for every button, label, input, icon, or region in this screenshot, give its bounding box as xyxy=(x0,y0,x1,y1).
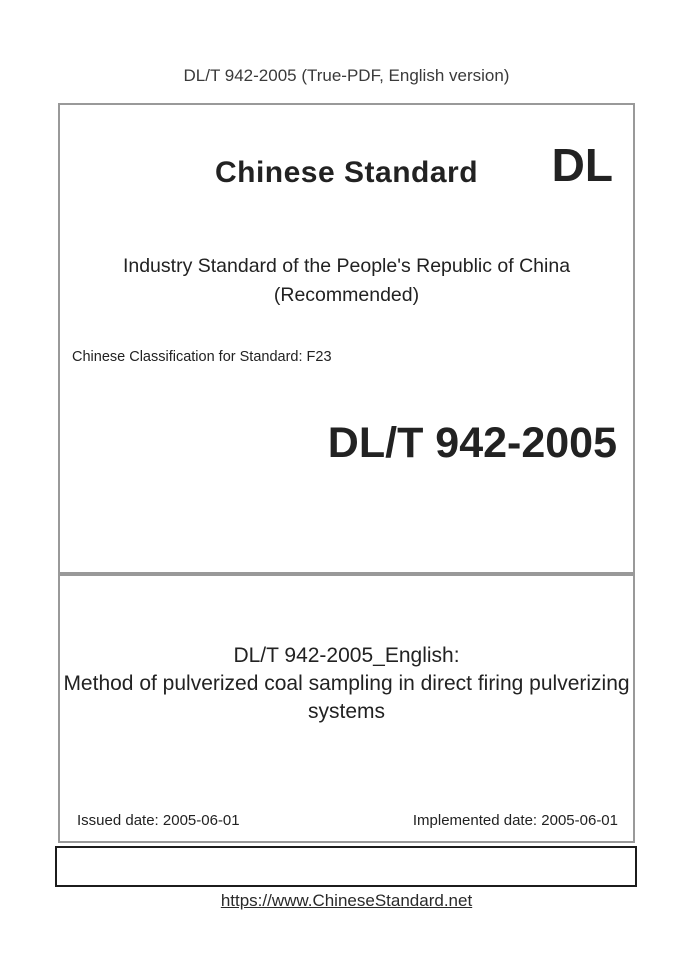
classification-label: Chinese Classification for Standard: F23 xyxy=(72,349,332,365)
empty-footer-box xyxy=(55,846,637,887)
website-link[interactable]: https://www.ChineseStandard.net xyxy=(220,891,473,910)
document-title-line: systems xyxy=(307,700,385,723)
page-header-title: DL/T 942-2005 (True-PDF, English version) xyxy=(183,66,510,85)
document-title-heading: DL/T 942-2005_English: xyxy=(233,644,460,667)
dates-row xyxy=(60,812,633,830)
title-box xyxy=(58,574,635,843)
issued-date: Issued date: 2005-06-01 xyxy=(77,812,240,829)
standard-type-block xyxy=(60,252,633,310)
document-title-line: Method of pulverized coal sampling in direct firing pulverizing xyxy=(63,672,630,695)
implemented-date: Implemented date: 2005-06-01 xyxy=(412,812,618,829)
dl-logo: DL xyxy=(551,139,613,191)
standard-type-line: Industry Standard of the People's Republic of China xyxy=(122,255,571,277)
cover-box xyxy=(58,103,635,574)
standard-code: DL/T 942-2005 xyxy=(327,419,617,467)
page-footer xyxy=(0,891,693,911)
brand-title: Chinese Standard xyxy=(214,156,479,189)
standard-type-recommended: (Recommended) xyxy=(273,284,420,306)
document-title-block xyxy=(60,642,633,726)
